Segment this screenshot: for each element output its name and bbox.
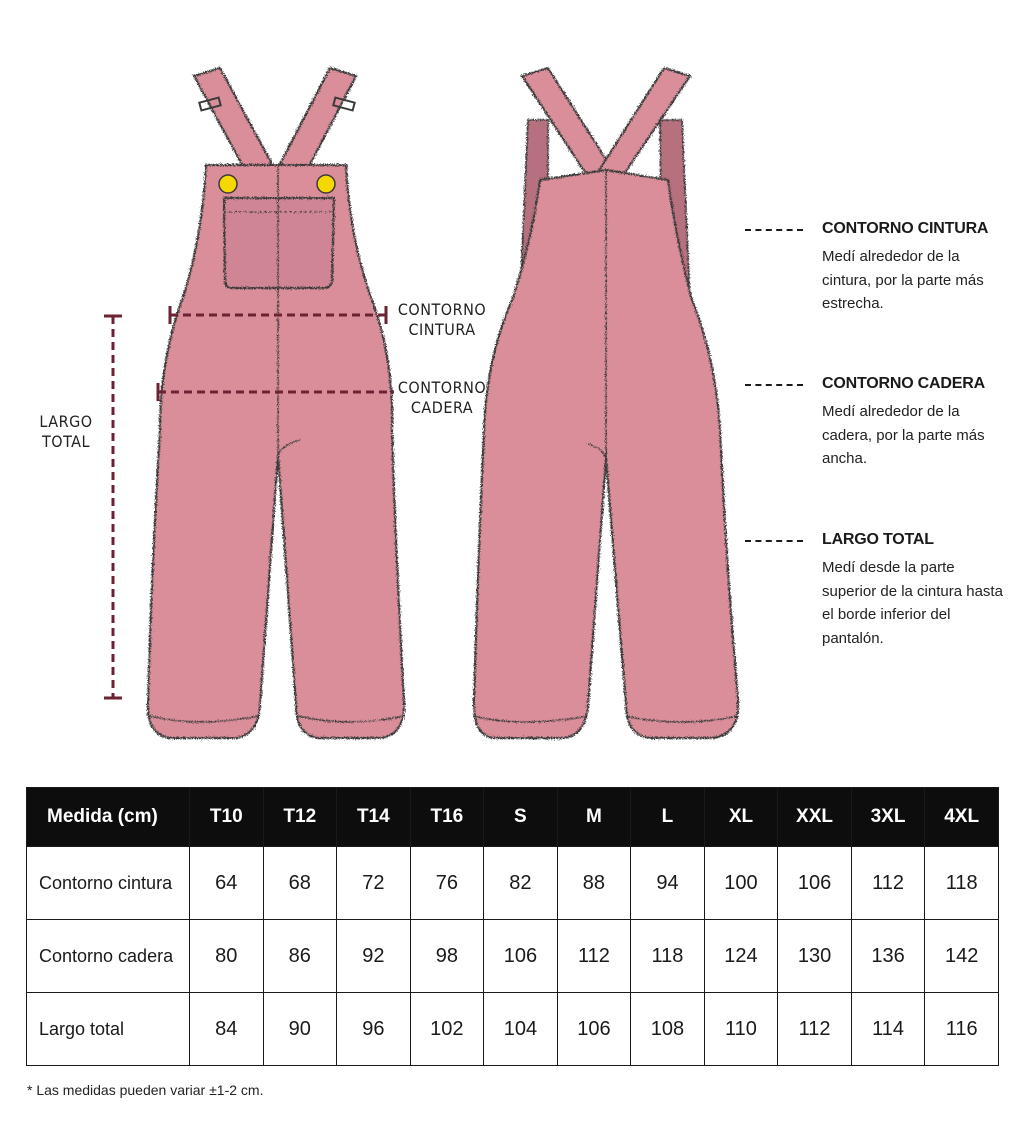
table-cell: 136: [851, 920, 925, 993]
front-overalls-drawing: [148, 68, 404, 738]
table-cell: 118: [631, 920, 705, 993]
largo-total-annotation: [30, 412, 102, 452]
table-cell: 112: [557, 920, 631, 993]
header-size: 4XL: [925, 788, 999, 847]
header-measure: Medida (cm): [27, 788, 190, 847]
table-cell: 98: [410, 920, 484, 993]
header-size: XXL: [778, 788, 852, 847]
table-cell: 64: [190, 847, 264, 920]
header-size: T12: [263, 788, 337, 847]
dashed-line-icon: [745, 229, 803, 231]
largo-total-line2: TOTAL: [41, 432, 91, 451]
table-cell: 106: [557, 993, 631, 1066]
row-label: Contorno cadera: [27, 920, 190, 993]
table-row: [27, 847, 999, 920]
table-cell: 82: [484, 847, 558, 920]
legend-cintura-description: Medí alrededor de la cintura, por la parte más estrecha.: [822, 248, 984, 312]
table-row: [27, 920, 999, 993]
table-cell: 94: [631, 847, 705, 920]
footnote: * Las medidas pueden variar ±1-2 cm.: [27, 1082, 264, 1098]
contorno-cintura-annotation: [392, 300, 492, 340]
front-left-button-icon: [219, 175, 237, 193]
table-cell: 92: [337, 920, 411, 993]
header-size: 3XL: [851, 788, 925, 847]
header-size: L: [631, 788, 705, 847]
table-cell: 124: [704, 920, 778, 993]
legend-largo: [745, 531, 1015, 651]
table-cell: 90: [263, 993, 337, 1066]
contorno-cadera-line2: CADERA: [410, 398, 474, 417]
legend-cintura: [745, 220, 1015, 320]
row-label: Contorno cintura: [27, 847, 190, 920]
front-left-strap: [194, 68, 272, 172]
size-table-header-row: [27, 788, 999, 847]
table-cell: 104: [484, 993, 558, 1066]
table-cell: 114: [851, 993, 925, 1066]
legend-cadera-description: Medí alrededor de la cadera, por la parte más ancha.: [822, 403, 985, 467]
table-cell: 108: [631, 993, 705, 1066]
contorno-cintura-line1: CONTORNO: [397, 300, 487, 319]
table-cell: 80: [190, 920, 264, 993]
header-size: T10: [190, 788, 264, 847]
table-cell: 76: [410, 847, 484, 920]
table-row: [27, 993, 999, 1066]
front-right-strap: [280, 68, 356, 172]
dashed-line-icon: [745, 384, 803, 386]
legend-largo-title: LARGO TOTAL: [822, 531, 934, 548]
size-table: [26, 787, 999, 1066]
table-cell: 142: [925, 920, 999, 993]
table-cell: 110: [704, 993, 778, 1066]
table-cell: 84: [190, 993, 264, 1066]
header-size: XL: [704, 788, 778, 847]
table-cell: 96: [337, 993, 411, 1066]
largo-total-line1: LARGO: [39, 412, 93, 431]
legend-cadera: [745, 375, 1015, 475]
contorno-cadera-line1: CONTORNO: [397, 378, 487, 397]
legend-largo-description: Medí desde la parte superior de la cintura hasta el borde inferior del pantalón.: [822, 559, 1003, 647]
table-cell: 130: [778, 920, 852, 993]
table-cell: 100: [704, 847, 778, 920]
table-cell: 102: [410, 993, 484, 1066]
table-cell: 106: [778, 847, 852, 920]
legend-cadera-title: CONTORNO CADERA: [822, 375, 985, 392]
table-cell: 106: [484, 920, 558, 993]
header-size: S: [484, 788, 558, 847]
header-size: T16: [410, 788, 484, 847]
table-cell: 68: [263, 847, 337, 920]
length-measure-line: [104, 316, 122, 698]
legend-cintura-title: CONTORNO CINTURA: [822, 220, 989, 237]
dashed-line-icon: [745, 540, 803, 542]
row-label: Largo total: [27, 993, 190, 1066]
back-overalls-drawing: [474, 68, 738, 738]
table-cell: 116: [925, 993, 999, 1066]
table-cell: 72: [337, 847, 411, 920]
table-cell: 112: [778, 993, 852, 1066]
header-size: M: [557, 788, 631, 847]
contorno-cintura-line2: CINTURA: [408, 320, 476, 339]
table-cell: 118: [925, 847, 999, 920]
table-cell: 86: [263, 920, 337, 993]
front-right-button-icon: [317, 175, 335, 193]
table-cell: 88: [557, 847, 631, 920]
header-size: T14: [337, 788, 411, 847]
contorno-cadera-annotation: [392, 378, 492, 418]
table-cell: 112: [851, 847, 925, 920]
